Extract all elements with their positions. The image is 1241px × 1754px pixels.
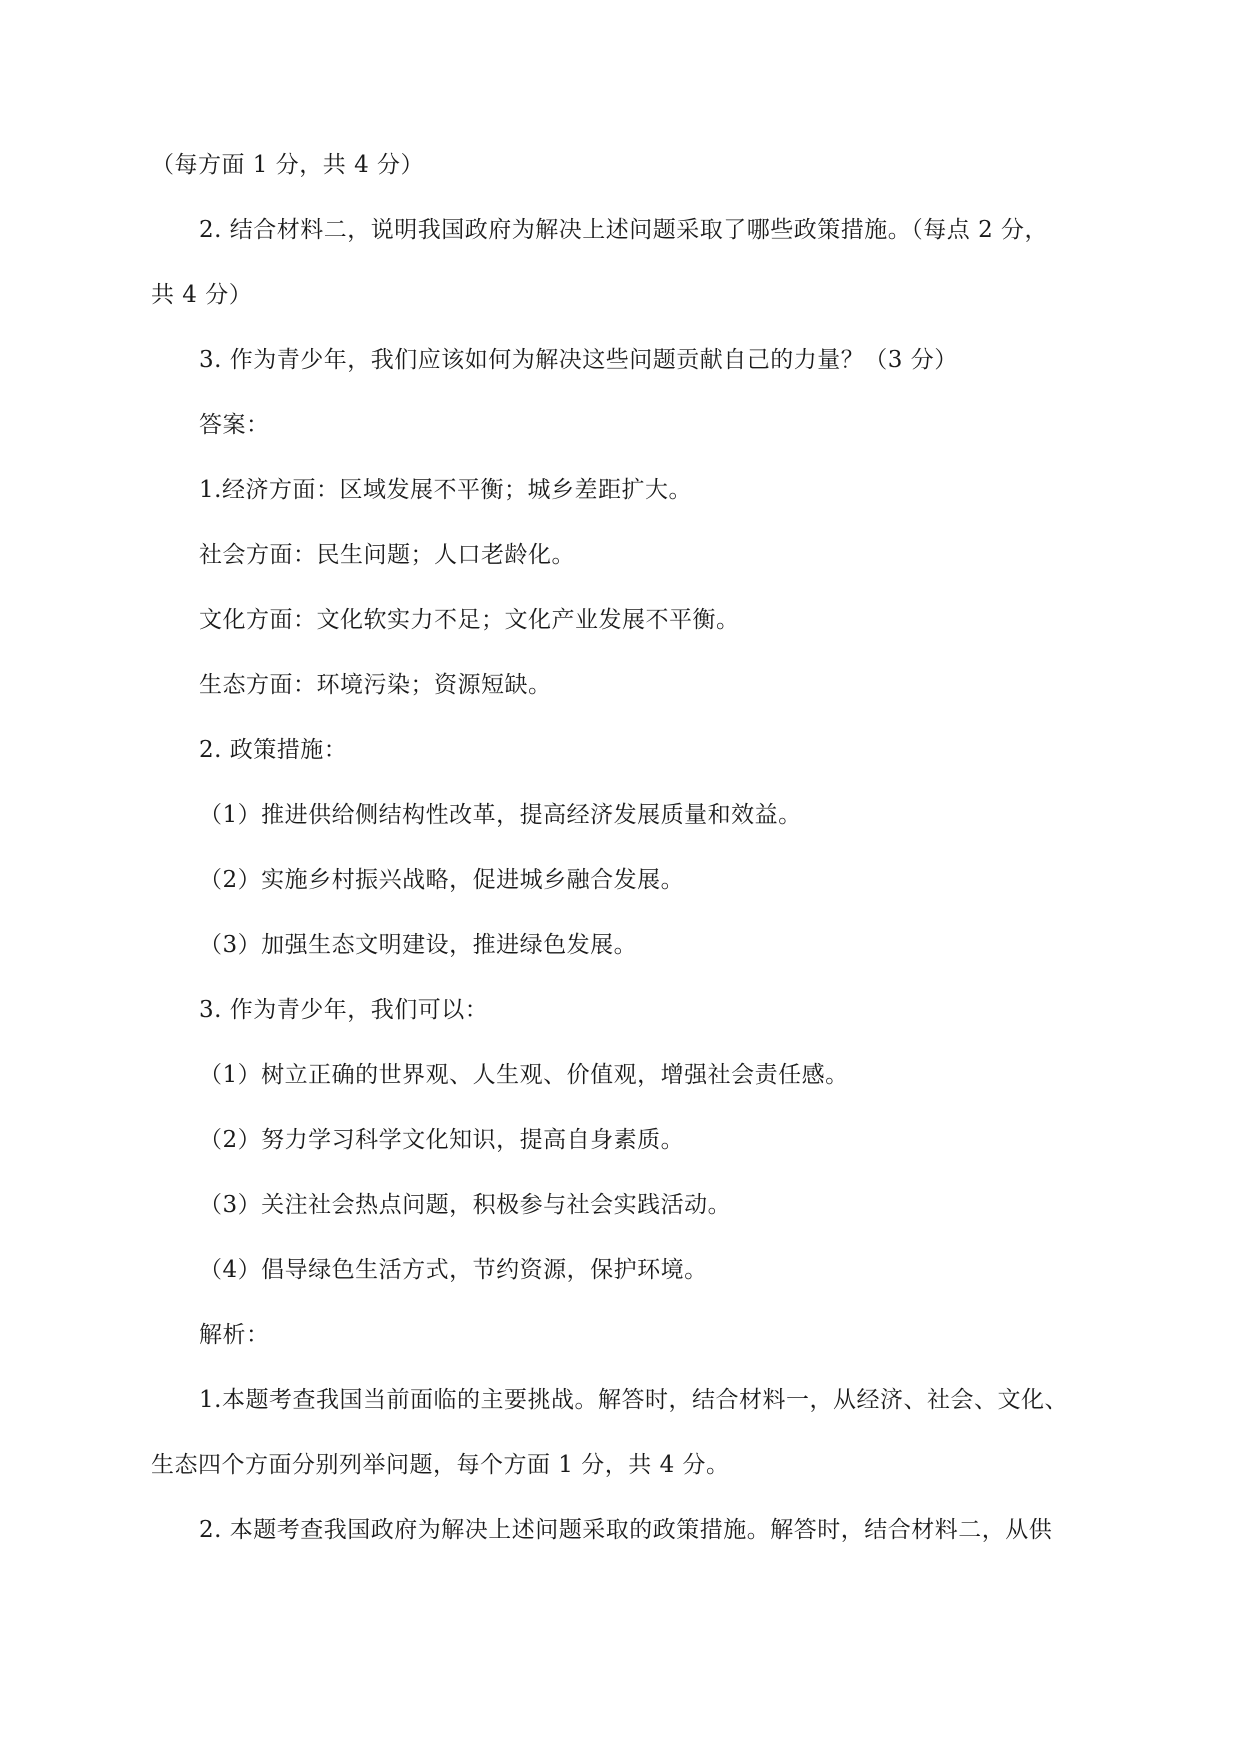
answer-1-economy: 1.经济方面：区域发展不平衡；城乡差距扩大。 <box>199 477 692 503</box>
answer-3-item-4: （4）倡导绿色生活方式，节约资源，保护环境。 <box>199 1257 708 1283</box>
answer-heading: 答案： <box>199 412 270 438</box>
analysis-heading: 解析： <box>199 1322 270 1348</box>
answer-1-culture: 文化方面：文化软实力不足；文化产业发展不平衡。 <box>199 607 740 633</box>
answer-3-item-3: （3）关注社会热点问题，积极参与社会实践活动。 <box>199 1192 732 1218</box>
answer-1-society: 社会方面：民生问题；人口老龄化。 <box>199 542 575 568</box>
answer-1-ecology: 生态方面：环境污染；资源短缺。 <box>199 672 552 698</box>
answer-2-heading: 2. 政策措施： <box>199 737 348 763</box>
answer-3-item-2: （2）努力学习科学文化知识，提高自身素质。 <box>199 1127 685 1153</box>
answer-2-item-1: （1）推进供给侧结构性改革，提高经济发展质量和效益。 <box>199 802 802 828</box>
analysis-2: 2. 本题考查我国政府为解决上述问题采取的政策措施。解答时，结合材料二，从供 <box>199 1517 1053 1543</box>
score-note: （每方面 1 分，共 4 分） <box>151 152 425 178</box>
answer-3-item-1: （1）树立正确的世界观、人生观、价值观，增强社会责任感。 <box>199 1062 849 1088</box>
answer-2-item-3: （3）加强生态文明建设，推进绿色发展。 <box>199 932 638 958</box>
answer-3-heading: 3. 作为青少年，我们可以： <box>199 997 489 1023</box>
question-2: 2. 结合材料二，说明我国政府为解决上述问题采取了哪些政策措施。（每点 2 分， <box>199 217 1049 243</box>
answer-2-item-2: （2）实施乡村振兴战略，促进城乡融合发展。 <box>199 867 685 893</box>
question-2-continued: 共 4 分） <box>151 282 253 308</box>
analysis-1: 1.本题考查我国当前面临的主要挑战。解答时，结合材料一，从经济、社会、文化、 <box>199 1387 1068 1413</box>
question-3: 3. 作为青少年，我们应该如何为解决这些问题贡献自己的力量？（3 分） <box>199 347 958 373</box>
analysis-1-continued: 生态四个方面分别列举问题，每个方面 1 分，共 4 分。 <box>151 1452 730 1478</box>
